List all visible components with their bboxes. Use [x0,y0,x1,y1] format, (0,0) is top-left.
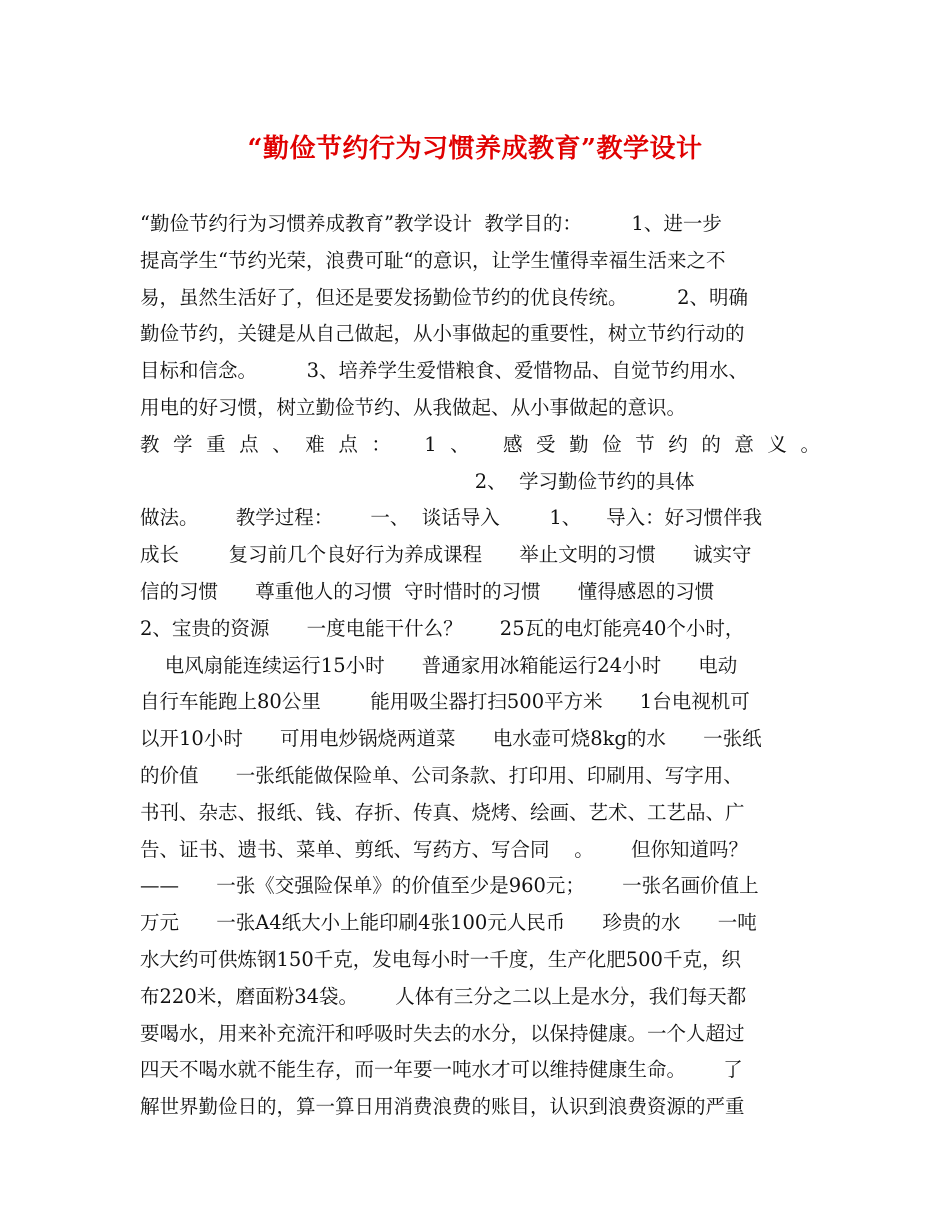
body-line: 万元 一张A4纸大小上能印刷4张100元人民币 珍贵的水 一吨 [140,911,757,935]
body-line: 教学重点、难点： 1、 感受勤俭节约的意义。 [140,432,820,456]
body-line: 四天不喝水就不能生存，而一年要一吨水才可以维持健康生命。 了 [140,1058,743,1082]
body-line: 布220米，磨面粉34袋。 人体有三分之二以上是水分，我们每天都 [140,984,747,1008]
body-line: 做法。 教学过程： 一、 谈话导入 1、 导入：好习惯伴我 [140,506,763,530]
document-body [140,206,820,1126]
body-line: 勤俭节约，关键是从自己做起，从小事做起的重要性，树立节约行动的 [140,322,745,346]
body-line: 信的习惯 尊重他人的习惯 守时惜时的习惯 懂得感恩的习惯 [140,579,715,603]
body-line: 书刊、杂志、报纸、钱、存折、传真、烧烤、绘画、艺术、工艺品、广 [140,800,745,824]
body-line: 自行车能跑上80公里 能用吸尘器打扫500平方米 1台电视机可 [140,690,750,714]
body-line: 易，虽然生活好了，但还是要发扬勤俭节约的优良传统。 2、明确 [140,285,748,309]
body-line: 用电的好习惯，树立勤俭节约、从我做起、从小事做起的意识。 [140,395,687,419]
body-line: 以开10小时 可用电炒锅烧两道菜 电水壶可烧8kg的水 一张纸 [140,727,762,751]
body-line: 要喝水，用来补充流汗和呼吸时失去的水分，以保持健康。一个人超过 [140,1021,745,1045]
body-line: “勤俭节约行为习惯养成教育”教学设计 教学目的： 1、进一步 [140,212,722,235]
body-line: 解世界勤俭日的，算一算日用消费浪费的账目，认识到浪费资源的严重 [140,1095,745,1119]
body-line: 成长 复习前几个良好行为养成课程 举止文明的习惯 诚实守 [140,543,752,567]
body-line: 水大约可供炼钢150千克，发电每小时一千度，生产化肥500千克，织 [140,947,741,971]
body-line: 的价值 一张纸能做保险单、公司条款、打印用、印刷用、写字用、 [140,763,743,787]
body-line: 提高学生“节约光荣，浪费可耻“的意识，让学生懂得幸福生活来之不 [140,248,726,272]
document-title: “勤俭节约行为习惯养成教育”教学设计 [247,134,703,164]
body-line: —— 一张《交强险保单》的价值至少是960元； 一张名画价值上 [140,874,759,898]
body-line: 目标和信念。 3、培养学生爱惜粮食、爱惜物品、自觉节约用水、 [140,359,748,383]
body-line: 2、 学习勤俭节约的具体 [140,469,695,493]
body-line: 2、宝贵的资源 一度电能干什么？ 25瓦的电灯能亮40个小时， [140,616,745,640]
body-line: 电风扇能连续运行15小时 普通家用冰箱能运行24小时 电动 [140,653,738,677]
body-line: 告、证书、遗书、菜单、剪纸、写药方、写合同 。 但你知道吗？ [140,837,748,861]
